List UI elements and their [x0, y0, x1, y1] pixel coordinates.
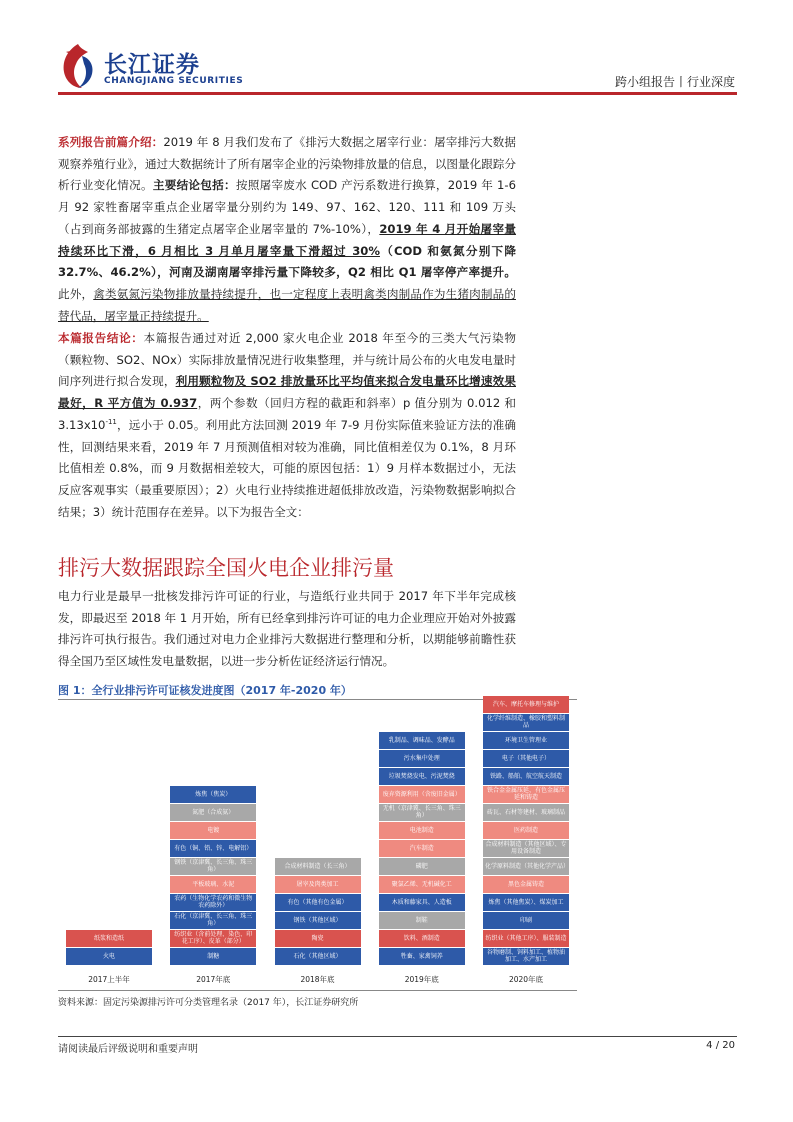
page-number: 4 / 20 [706, 1040, 735, 1051]
chart-x-label: 2017上半年 [88, 975, 130, 984]
chart-block: 饮料、酒制造 [379, 930, 465, 947]
logo-mark-icon [58, 42, 98, 90]
conclusion-text-1: 本篇报告通过对近 2,000 家火电企业 2018 年至今的三类大气污染物（颗粒物、SO2、NOx）实际排放量情况进行收集整理，并与统计局公布的火电发电量时间序列进行拟合发现， [58, 331, 516, 389]
logo-text-cn: 长江证券 [104, 52, 200, 78]
chart-block: 化学纤维制造、橡胶和塑料制品 [483, 714, 569, 731]
chart-block: 合成材料制造（长三角） [275, 858, 361, 875]
chart-block: 聚氯乙烯、无机碱化工 [379, 876, 465, 893]
chart-block: 有色（铜、铅、锌、电解铝） [170, 840, 256, 857]
intro-text-2: 按照屠宰废水 COD 产污系数进行换算，2019 年 1-6 月 92 家牲畜屠宰重点企业屠宰量分别约为 149、97、162、120、111 和 109 万头（占到商务部披露的生猪定点屠宰企业屠宰量的 7%-10%）， [58, 178, 516, 236]
intro-bold-3: （COD 和氨氮分别下降 32.7%、46.2%），河南及湖南屠宰排污量下降较多，Q2 相比 Q1 屠宰停产率提升。 [58, 243, 516, 280]
intro-paragraph [58, 132, 516, 327]
intro-text-3: 此外， [58, 286, 94, 301]
conclusion-text-2: ，两个参数（回归方程的截距和斜率）p 值分别为 0.012 和 3.13x10 [58, 396, 516, 432]
chart-block: 垃圾焚烧发电、污泥焚烧 [379, 768, 465, 785]
logo-text-en: CHANGJIANG SECURITIES [104, 76, 244, 86]
chart-block: 屠宰及肉类加工 [275, 876, 361, 893]
chart-block: 化学原料制造（其他化学产品） [483, 858, 569, 875]
chart-block: 铁合金金属压延、有色金属压延和铸造 [483, 786, 569, 803]
chart-block: 火电 [66, 948, 152, 965]
chart-block: 黑色金属铸造 [483, 876, 569, 893]
chart-x-label: 2017年底 [196, 975, 231, 984]
chart-block: 汽车、摩托车修理与维护 [483, 696, 569, 713]
chart-block: 平板玻璃、水泥 [170, 876, 256, 893]
chart-block: 纺织业（其他工序）、服装制造 [483, 930, 569, 947]
chart-block: 农药（生物化学农药和微生物农药除外） [170, 894, 256, 911]
footer-divider [58, 1036, 737, 1037]
chart-block: 电池制造 [379, 822, 465, 839]
chart-block: 污水集中处理 [379, 750, 465, 767]
chart-block: 木质和藤家具、人造板 [379, 894, 465, 911]
chart-block: 医药制造 [483, 822, 569, 839]
conclusion-sup: -11 [105, 417, 117, 426]
chart-block: 炼焦（焦炭） [170, 786, 256, 803]
conclusion-paragraph [58, 328, 516, 523]
chart-block: 环境卫生管理业 [483, 732, 569, 749]
conclusion-bold-1: 利用颗粒物及 SO2 排放量环比平均值来拟合发电量环比增速效果最好，R 平方值为 0.937 [58, 374, 516, 411]
chart-block: 谷物磨制、饲料加工、植物油加工、水产加工 [483, 948, 569, 965]
chart-block: 制鞋 [379, 912, 465, 929]
chart-block: 废弃资源利用（含废旧金属） [379, 786, 465, 803]
chart-x-label: 2019年底 [404, 975, 439, 984]
chart-x-label: 2018年底 [300, 975, 335, 984]
chart-block: 汽车制造 [379, 840, 465, 857]
chart-block: 钢铁（其他区域） [275, 912, 361, 929]
chart-block: 纸浆和造纸 [66, 930, 152, 947]
chart-block: 砖瓦、石材等建材、玻璃制品 [483, 804, 569, 821]
intro-label-2: 主要结论包括： [152, 178, 236, 193]
chart-block: 印刷 [483, 912, 569, 929]
chart-block: 石化（其他区域） [275, 948, 361, 965]
chart-block: 电子（其他电子） [483, 750, 569, 767]
chart-block: 有色（其他有色金属） [275, 894, 361, 911]
chart-block: 钢铁（京津冀、长三角、珠三角） [170, 858, 256, 875]
figure-title: 图 1：全行业排污许可证核发进度图（2017 年-2020 年） [58, 684, 352, 697]
chart-block: 电镀 [170, 822, 256, 839]
section-body: 电力行业是最早一批核发排污许可证的行业，与造纸行业共同于 2017 年下半年完成核发，即最迟至 2018 年 1 月开始，所有已经拿到排污许可证的电力企业理应开始对外披露排污许可执行报告。我们通过对电力企业排污大数据进行整理和分析，以期能够前瞻性获得全国乃至区域性发电量数据，以进一步分析佐证经济运行情况。 [58, 589, 516, 669]
figure-source: 资料来源：固定污染源排污许可分类管理名录（2017 年），长江证券研究所 [58, 998, 359, 1008]
intro-bold-2: 6 月相比 3 月单月屠宰量下滑超过 30% [147, 243, 380, 258]
chart-block: 铁路、船舶、航空航天制造 [483, 768, 569, 785]
chart-block: 纺织业（含前处理、染色、印花工序）、皮革（部分） [170, 930, 256, 947]
header-divider [58, 92, 737, 95]
chart-block: 乳制品、调味品、发酵品 [379, 732, 465, 749]
conclusion-text-3: ，远小于 0.05。利用此方法回测 2019 年 7-9 月份实际值来验证方法的准确性，回测结果来看，2019 年 7 月预测值相对较为准确，同比值相差仅为 0.1%，8 月环比值相差 0.8%，而 9 月数据相差较大，可能的原因包括：1）9 月样本数据过小，无法反应客观事实（最重要原因）；2）火电行业持续推进超低排放改造，污染物数据影响拟合结果；3）统计范围存在差异。以下为报告全文： [58, 417, 516, 519]
intro-bold-1: 2019 年 4 月开始屠宰量持续环比下滑， [58, 221, 517, 258]
company-logo [58, 42, 258, 92]
section-title: 排污大数据跟踪全国火电企业排污量 [58, 556, 394, 580]
chart-block: 氮肥（合成氨） [170, 804, 256, 821]
report-type: 跨小组报告丨行业深度 [614, 75, 735, 89]
intro-text-1: 2019 年 8 月我们发布了《排污大数据之屠宰行业：屠宰排污大数据观察养殖行业》，通过大数据统计了所有屠宰企业的污染物排放量的信息，以图量化跟踪分析行业变化情况。 [58, 135, 516, 193]
chart-x-label: 2020年底 [508, 975, 544, 984]
figure-bottom-rule [58, 990, 577, 991]
intro-label: 系列报告前篇介绍： [58, 135, 164, 149]
chart-block: 无机（京津冀、长三角、珠三角） [379, 804, 465, 821]
permit-progress-chart [58, 700, 577, 990]
chart-block: 石化（京津冀、长三角、珠三角） [170, 912, 256, 929]
chart-block: 制糖 [170, 948, 256, 965]
chart-block: 磷肥 [379, 858, 465, 875]
conclusion-label: 本篇报告结论： [58, 331, 144, 345]
chart-block: 合成材料制造（其他区域）、专用设备制造 [483, 840, 569, 857]
chart-block: 牲畜、家禽饲养 [379, 948, 465, 965]
chart-block: 陶瓷 [275, 930, 361, 947]
footer-disclaimer: 请阅读最后评级说明和重要声明 [58, 1044, 198, 1055]
chart-block: 炼焦（其他焦炭）、煤炭加工 [483, 894, 569, 911]
intro-underline-1: 禽类氨氮污染物排放量持续提升，也一定程度上表明禽类肉制品作为生猪肉制品的替代品，屠宰量正持续提升。 [58, 286, 516, 323]
